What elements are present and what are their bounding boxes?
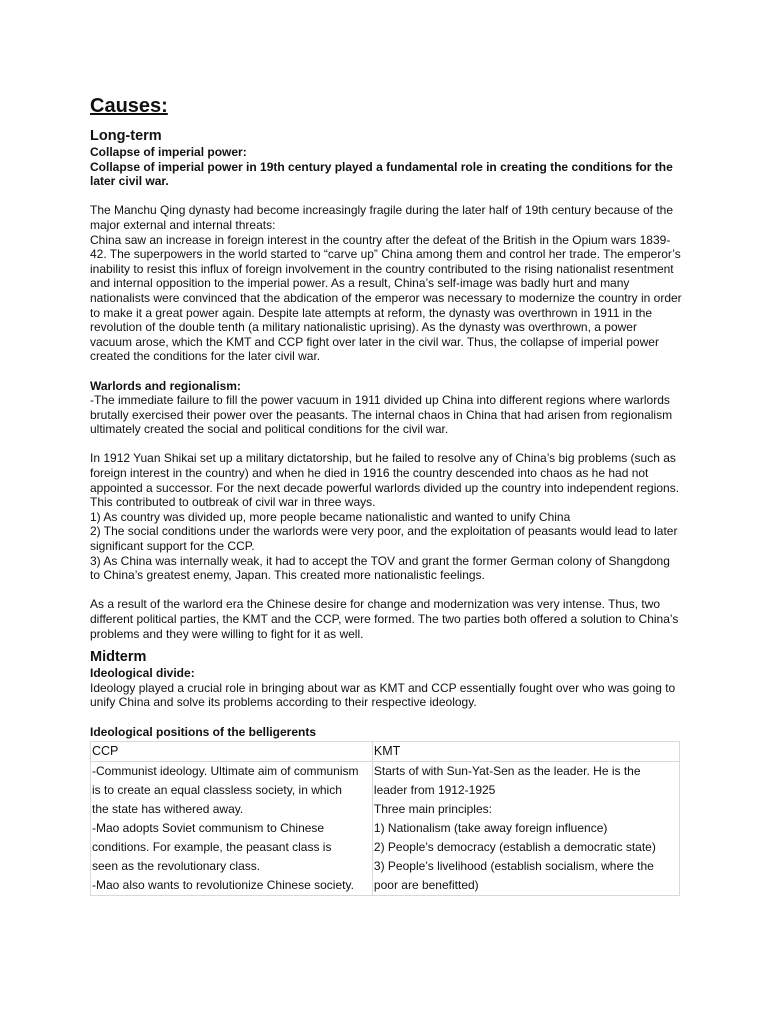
ccp-line: seen as the revolutionary class. [92,859,261,874]
ccp-line: the state has withered away. [92,802,244,817]
spacer [90,437,682,452]
spacer [90,710,682,725]
ccp-line: conditions. For example, the peasant class is [92,840,332,855]
kmt-line: 1) Nationalism (take away foreign influence) [373,821,608,836]
long-term-heading: Long-term [90,128,162,144]
spacer [90,364,682,379]
yuan-shikai-paragraph: In 1912 Yuan Shikai set up a military dictatorship, but he failed to resolve any of China’s big problems (such as foreign interest in the country) and when he died in 1916 the country descended into chaos as he had not appointed a successor. For the next decade powerful warlords divided up the country into independent regions. This contributed to outbreak of civil war in three ways. [90,451,680,510]
table-header-row [91,742,680,762]
ccp-header: CCP [91,742,373,762]
foreign-interest-paragraph: China saw an increase in foreign interest in the country after the defeat of the British in the Opium wars 1839-42. The superpowers in the world started to “carve up” China among them and control her trade. The emperor’s inability to resist this influx of foreign involvement in the country contributed to the rising nationalist resentment and internal opposition to the imperial power. As a result, China’s self-image was badly hurt and many nationalists were convinced that the abdication of the emperor was necessary to modernize the country in order to make it a great power again. Despite late attempts at reform, the dynasty was overthrown in 1911 in the revolution of the double tenth (a military nationalistic uprising). As the dynasty was overthrown, a power vacuum arose, which the KMT and CCP fight over later in the civil war. Thus, the collapse of imperial power created the conditions for the later civil war. [90,232,682,364]
kmt-line: poor are benefitted) [373,878,479,893]
kmt-line: leader from 1912-1925 [373,783,496,798]
ideological-divide-subheading: Ideological divide: [90,666,195,681]
midterm-heading: Midterm [90,649,147,666]
result-paragraph: As a result of the warlord era the Chinese desire for change and modernization was very intense. Thus, two different political parties, the KMT and the CCP, were formed. The two parties both offered a solution to China’s problems and they were willing to fight for it as well. [90,597,679,641]
spacer [90,583,682,598]
ccp-cell [91,762,373,896]
collapse-subheading: Collapse of imperial power: [90,145,247,159]
warlords-paragraph: -The immediate failure to fill the power vacuum in 1911 divided up China into different regions where warlords brutally exercised their power over the peasants. The internal chaos in China that had arisen from regionalism ultimately created the social and political conditions for the civil war. [90,393,673,437]
kmt-cell [372,762,679,896]
spacer [90,189,682,204]
table-row [91,762,680,896]
kmt-line: Starts of with Sun-Yat-Sen as the leader. He is the [373,764,641,779]
ccp-line: is to create an equal classless society, in which [92,783,342,798]
point-three: 3) As China was internally weak, it had to accept the TOV and grant the former German colony of Shangdong to China’s greatest enemy, Japan. This created more nationalistic feelings. [90,553,670,583]
point-one: 1) As country was divided up, more people became nationalistic and wanted to unify China [90,509,571,524]
kmt-line: 2) People’s democracy (establish a democratic state) [373,840,656,855]
table-heading: Ideological positions of the belligerents [90,724,317,739]
ideology-table [90,741,680,896]
point-two: 2) The social conditions under the warlords were very poor, and the exploitation of peasants would lead to later significant support for the CCP. [90,524,678,554]
ideology-paragraph: Ideology played a crucial role in bringing about war as KMT and CCP essentially fought over who was going to unify China and solve its problems according to their respective ideology. [90,680,676,710]
kmt-header: KMT [372,742,679,762]
collapse-thesis: Collapse of imperial power in 19th century played a fundamental role in creating the conditions for the later civil war. [90,159,673,189]
spacer [90,641,682,649]
kmt-line: 3) People’s livelihood (establish socialism, where the [373,859,654,874]
document-page [90,94,682,896]
manchu-paragraph: The Manchu Qing dynasty had become increasingly fragile during the later half of 19th century because of the major external and internal threats: [90,203,674,232]
kmt-line: Three main principles: [373,802,492,817]
ccp-line: -Mao also wants to revolutionize Chinese society. [92,878,354,893]
ccp-line: -Communist ideology. Ultimate aim of communism [92,764,359,779]
warlords-heading: Warlords and regionalism: [90,378,241,393]
document-title: Causes: [90,95,168,117]
ccp-line: -Mao adopts Soviet communism to Chinese [92,821,325,836]
